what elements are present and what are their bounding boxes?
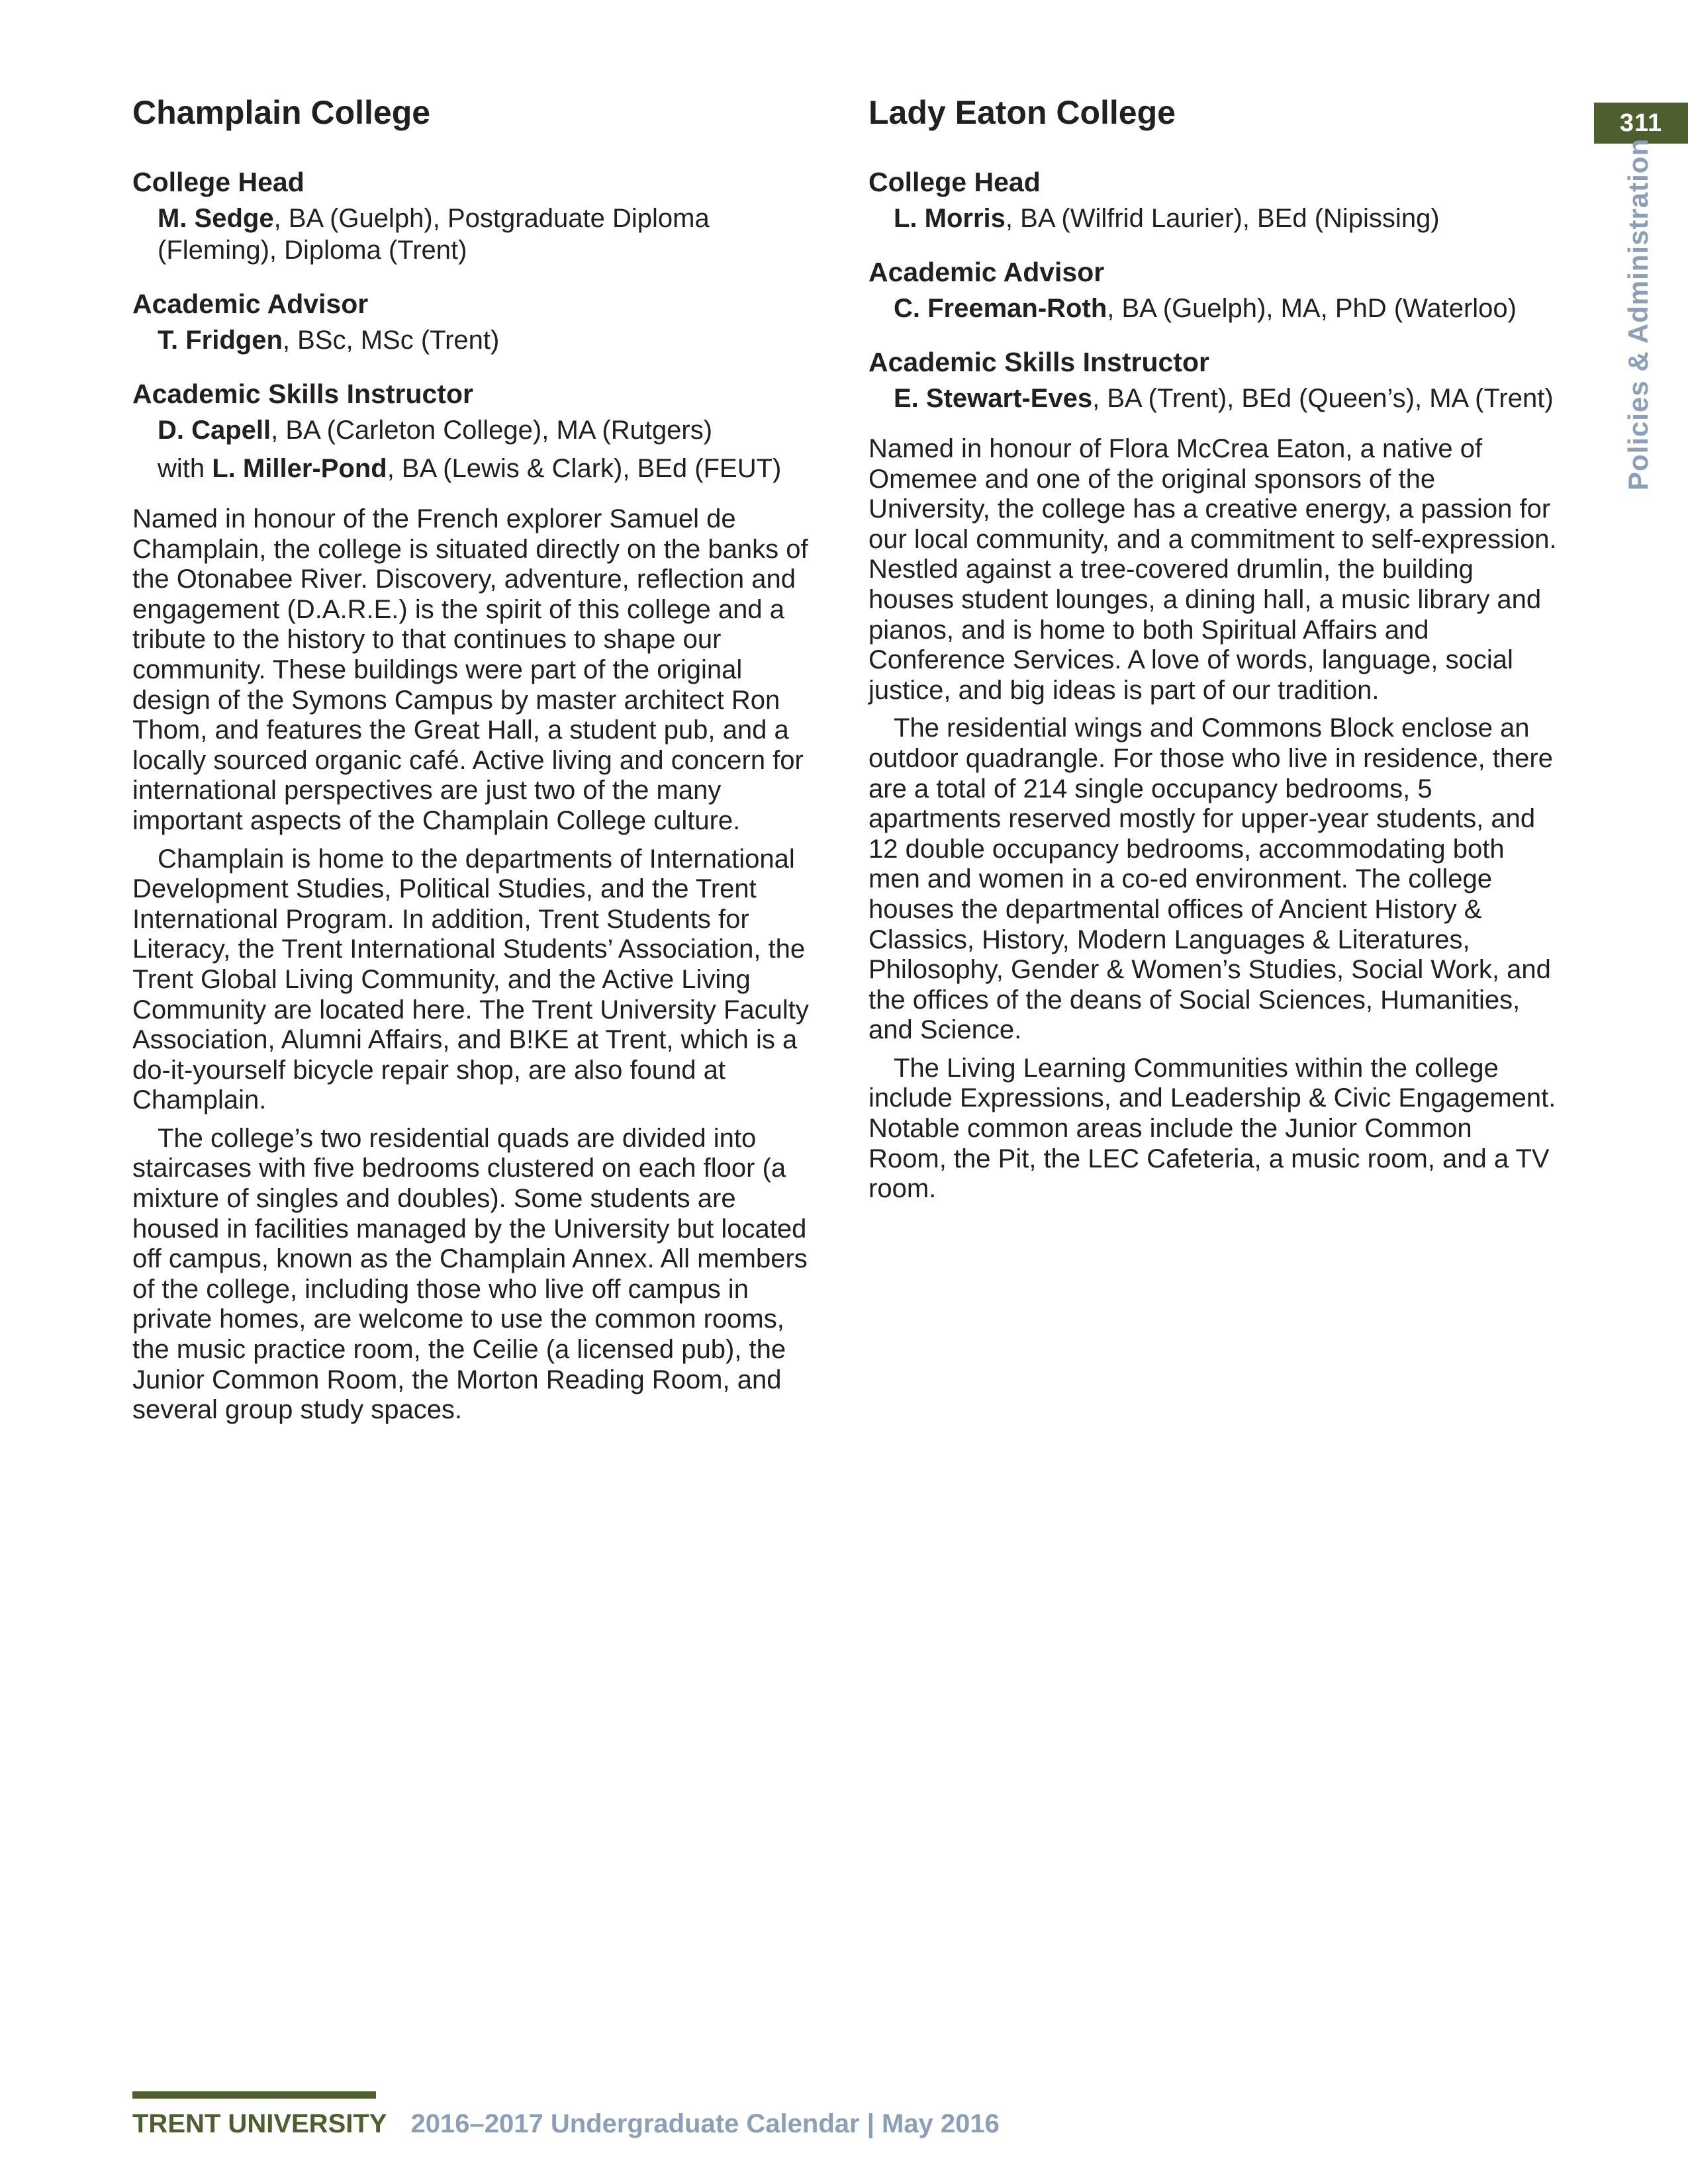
page-footer <box>132 2109 1000 2139</box>
academic-advisor-heading: Academic Advisor <box>868 257 1105 287</box>
person-credentials: , BSc, MSc (Trent) <box>282 326 500 355</box>
skills-instructor-section <box>868 344 1557 414</box>
college-head-section <box>132 164 821 266</box>
body-paragraph: Named in honour of Flora McCrea Eaton, a native of Omemee and one of the original sponsors of the University, the college has a creative energy, a passion for our local community, and a commitment to self-expression. Nestled against a tree-covered drumlin, the building houses student lounges, a dining hall, a music library and pianos, and is home to both Spiritual Affairs and Conference Services. A love of words, language, social justice, and big ideas is part of our tradition. <box>868 434 1557 705</box>
college-head-entry <box>868 203 1557 234</box>
body-paragraph: The college’s two residential quads are divided into staircases with five bedrooms clustered on each floor (a mixture of singles and doubles). Some students are housed in facilities managed by the University but located off campus, known as the Champlain Annex. All members of the college, including those who live off campus in private homes, are welcome to use the common rooms, the music practice room, the Ceilie (a licensed pub), the Junior Common Room, the Morton Reading Room, and several group study spaces. <box>132 1123 808 1425</box>
footer-university: TRENT UNIVERSITY <box>132 2109 387 2138</box>
page-number-badge: 311 <box>1594 103 1688 144</box>
person-prefix: with <box>158 454 212 483</box>
college-head-section <box>868 164 1557 234</box>
academic-advisor-entry <box>132 324 821 356</box>
person-credentials: , BA (Guelph), MA, PhD (Waterloo) <box>1107 294 1517 323</box>
champlain-description <box>132 504 821 1426</box>
skills-instructor-entry <box>132 414 821 446</box>
lady-eaton-description <box>868 434 1557 1205</box>
skills-instructor-entry-2 <box>132 453 821 484</box>
person-credentials: , BA (Carleton College), MA (Rutgers) <box>271 416 713 445</box>
college-head-heading: College Head <box>132 167 305 197</box>
person-credentials: , BA (Trent), BEd (Queen’s), MA (Trent) <box>1092 384 1554 413</box>
academic-advisor-section <box>868 254 1557 324</box>
academic-advisor-entry <box>868 293 1557 324</box>
person-name: L. Miller-Pond <box>212 454 387 483</box>
college-head-entry <box>132 203 821 266</box>
skills-instructor-heading: Academic Skills Instructor <box>132 379 473 409</box>
academic-advisor-section <box>132 286 821 356</box>
skills-instructor-entry <box>868 383 1557 414</box>
body-paragraph: The Living Learning Communities within the college include Expressions, and Leadership & Civic Engagement. Notable common areas include the Junior Common Room, the Pit, the LEC Cafeteria, a music room, and a TV room. <box>868 1053 1556 1204</box>
academic-advisor-heading: Academic Advisor <box>132 289 369 319</box>
body-paragraph: The residential wings and Commons Block enclose an outdoor quadrangle. For those who live in residence, there are a total of 214 single occupancy bedrooms, 5 apartments reserved mostly for upper-year students, and 12 double occupancy bedrooms, accommodating both men and women in a co-ed environment. The college houses the departmental offices of Ancient History & Classics, History, Modern Languages & Literatures, Philosophy, Gender & Women’s Studies, Social Work, and the offices of the deans of Social Sciences, Humanities, and Science. <box>868 713 1553 1045</box>
college-head-heading: College Head <box>868 167 1041 197</box>
person-name: E. Stewart-Eves <box>894 384 1093 413</box>
lady-eaton-college-column <box>868 91 1557 1212</box>
skills-instructor-section <box>132 376 821 484</box>
footer-calendar: 2016–2017 Undergraduate Calendar | May 2016 <box>410 2109 1000 2138</box>
person-credentials: , BA (Wilfrid Laurier), BEd (Nipissing) <box>1005 204 1440 233</box>
skills-instructor-heading: Academic Skills Instructor <box>868 347 1209 377</box>
footer-rule <box>132 2091 376 2099</box>
body-paragraph: Champlain is home to the departments of International Development Studies, Political Studies, and the Trent International Program. In addition, Trent Students for Literacy, the Trent International Students’ Association, the Trent Global Living Community, and the Active Living Community are located here. The Trent University Faculty Association, Alumni Affairs, and B!KE at Trent, which is a do-it-yourself bicycle repair shop, are also found at Champlain. <box>132 844 809 1115</box>
champlain-college-column <box>132 91 821 1433</box>
person-name: M. Sedge <box>158 204 274 233</box>
champlain-college-title: Champlain College <box>132 94 431 131</box>
person-name: L. Morris <box>894 204 1006 233</box>
lady-eaton-college-title: Lady Eaton College <box>868 94 1176 131</box>
section-side-label: Policies & Administration <box>1622 138 1654 491</box>
person-name: D. Capell <box>158 416 271 445</box>
person-name: C. Freeman-Roth <box>894 294 1107 323</box>
body-paragraph: Named in honour of the French explorer Samuel de Champlain, the college is situated directly on the banks of the Otonabee River. Discovery, adventure, reflection and engagement (D.A.R.E.) is the spirit of this college and a tribute to the history to that continues to shape our community. These buildings were part of the original design of the Symons Campus by master architect Ron Thom, and features the Great Hall, a student pub, and a locally sourced organic café. Active living and concern for international perspectives are just two of the many important aspects of the Champlain College culture. <box>132 504 808 835</box>
person-name: T. Fridgen <box>158 326 283 355</box>
person-credentials: , BA (Lewis & Clark), BEd (FEUT) <box>387 454 782 483</box>
person-credentials: , BA (Guelph), Postgraduate Diploma (Fleming), Diploma (Trent) <box>158 204 710 265</box>
